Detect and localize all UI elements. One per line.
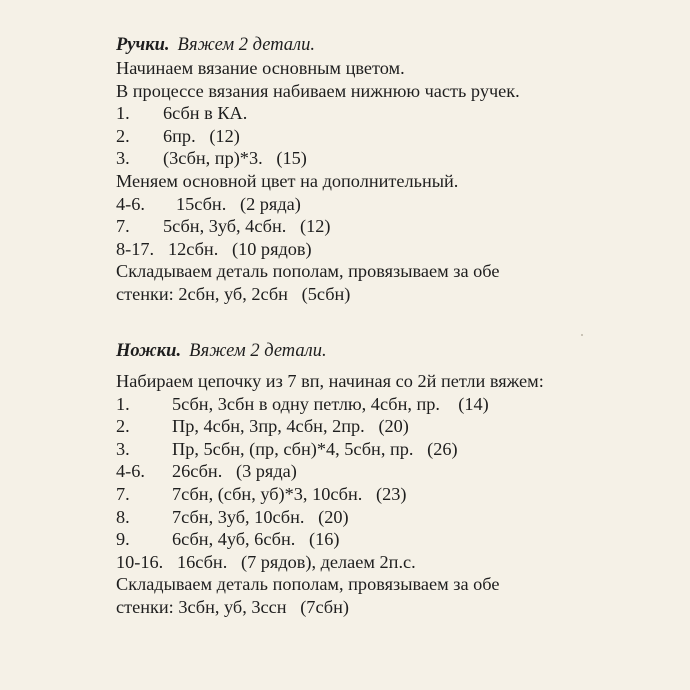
row-number: 3. xyxy=(116,148,130,169)
row-number: 3. xyxy=(116,438,130,459)
pattern-row xyxy=(116,393,544,416)
row-instruction: 7сбн, (сбн, уб)*3, 10сбн. (23) xyxy=(172,483,407,504)
row-instruction: 6пр. (12) xyxy=(163,125,240,146)
pattern-row xyxy=(116,238,520,261)
legs-heading xyxy=(116,340,544,362)
row-number: 1. xyxy=(116,103,130,124)
row-instruction: 16сбн. (7 рядов), делаем 2п.с. xyxy=(177,551,416,572)
row-instruction: 6сбн, 4уб, 6сбн. (16) xyxy=(172,529,340,550)
pattern-row xyxy=(116,193,520,216)
pattern-row xyxy=(116,528,544,551)
pattern-row xyxy=(116,438,544,461)
legs-intro-line: Набираем цепочку из 7 вп, начиная со 2й петли вяжем: xyxy=(116,371,544,391)
pattern-row xyxy=(116,551,544,574)
hands-heading xyxy=(116,34,520,56)
row-number: 2. xyxy=(116,125,130,146)
row-number: 4-6. xyxy=(116,461,145,482)
scan-speck xyxy=(581,334,583,336)
pattern-row xyxy=(116,215,520,238)
row-number: 2. xyxy=(116,416,130,437)
row-number: 7. xyxy=(116,216,130,237)
pattern-row xyxy=(116,483,544,506)
row-instruction: 7сбн, 3уб, 10сбн. (20) xyxy=(172,506,349,527)
row-number: 8-17. xyxy=(116,238,155,259)
hands-intro-line: Начинаем вязание основным цветом. xyxy=(116,58,405,78)
row-number: 1. xyxy=(116,393,130,414)
hands-subtitle: Вяжем 2 детали. xyxy=(177,35,315,55)
row-instruction: 6сбн в КА. xyxy=(163,103,248,124)
row-instruction: 26сбн. (3 ряда) xyxy=(172,461,297,482)
row-instruction: Пр, 4сбн, 3пр, 4сбн, 2пр. (20) xyxy=(172,416,409,437)
pattern-row xyxy=(116,415,544,438)
hands-section xyxy=(116,34,520,306)
row-number: 9. xyxy=(116,529,130,550)
pattern-row xyxy=(116,506,544,529)
row-instruction: 12сбн. (10 рядов) xyxy=(168,238,312,259)
row-number: 7. xyxy=(116,483,130,504)
hands-intro-line: В процессе вязания набиваем нижнюю часть ручек. xyxy=(116,80,520,101)
pattern-row xyxy=(116,460,544,483)
row-number: 4-6. xyxy=(116,193,145,214)
row-instruction: 15сбн. (2 ряда) xyxy=(176,193,301,214)
row-number: 10-16. xyxy=(116,551,164,572)
pattern-row xyxy=(116,102,520,125)
row-instruction: 5сбн, 3уб, 4сбн. (12) xyxy=(163,216,331,237)
legs-section xyxy=(116,340,544,619)
finish-line: Складываем деталь пополам, провязываем за обе xyxy=(116,261,500,282)
finish-line: стенки: 2сбн, уб, 2сбн (5сбн) xyxy=(116,283,351,304)
finish-line: стенки: 3сбн, уб, 3ссн (7сбн) xyxy=(116,596,349,617)
legs-title: Ножки. xyxy=(116,341,182,361)
row-instruction: (3сбн, пр)*3. (15) xyxy=(163,148,307,169)
color-change-note: Меняем основной цвет на дополнительный. xyxy=(116,170,459,191)
pattern-row xyxy=(116,147,520,170)
finish-line: Складываем деталь пополам, провязываем за обе xyxy=(116,574,500,595)
legs-subtitle: Вяжем 2 детали. xyxy=(189,341,327,361)
pattern-row xyxy=(116,125,520,148)
row-instruction: 5сбн, 3сбн в одну петлю, 4сбн, пр. (14) xyxy=(172,393,489,414)
row-instruction: Пр, 5сбн, (пр, сбн)*4, 5сбн, пр. (26) xyxy=(172,438,458,459)
row-number: 8. xyxy=(116,506,130,527)
hands-title: Ручки. xyxy=(116,35,170,55)
